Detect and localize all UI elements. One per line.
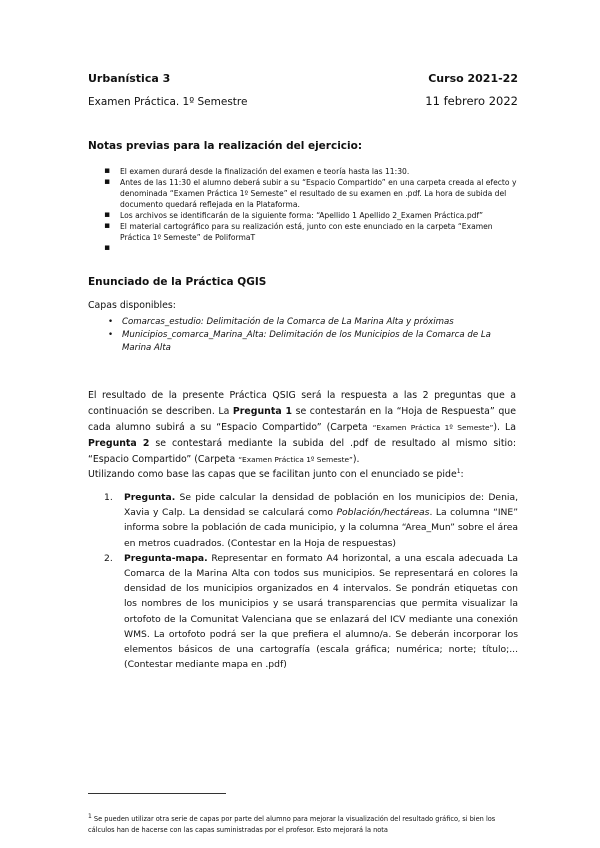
intro-text: ). bbox=[352, 454, 360, 465]
footnote-text: Se pueden utilizar otra serie de capas por parte del alumno para mejorar la visualización del resultado gráfico, si bien los cálculos han de hacerse con las capas suministradas por el profesor. Esto mejorará la nota bbox=[88, 815, 496, 835]
footnote-ref: 1 bbox=[456, 468, 461, 475]
intro-text: se contestará mediante la subida del .pdf de resultado al mismo sitio: “Espacio Compartido” (Carpeta bbox=[88, 438, 516, 465]
question-number: 2. bbox=[104, 552, 113, 564]
intro-text: ). La bbox=[493, 422, 516, 433]
course-year: Curso 2021-22 bbox=[428, 72, 518, 85]
questions-list bbox=[104, 490, 518, 672]
base-paragraph bbox=[88, 464, 516, 483]
question-unit: Población/hectáreas bbox=[336, 507, 430, 519]
list-item bbox=[108, 329, 520, 355]
intro-text: se contestarán en la “Hoja de Respuesta” que cada alumno subirá a su “Espacio Compartido” (Carpeta bbox=[88, 406, 517, 433]
list-item bbox=[108, 316, 520, 329]
folder-name: “Examen Práctica 1º Semeste” bbox=[238, 455, 353, 464]
question-text: . La columna “INE” informa sobre la población de cada municipio, y la columna “Area_Mun” sobre el área en metros cuadrados. (Contestar en la Hoja de respuestas) bbox=[124, 507, 518, 549]
exam-date: 11 febrero 2022 bbox=[425, 94, 518, 108]
layers-label: Capas disponibles: bbox=[88, 300, 176, 311]
question-ref: Pregunta 2 bbox=[88, 438, 150, 449]
list-item: ▪ Antes de las 11:30 el alumno deberá subir a su “Espacio Compartido” en una carpeta creada al efecto y denominada “Examen Práctica 1º Semeste” el resultado de su examen en .pdf. La hora de subida del documento quedará reflejada en la Plataforma. bbox=[104, 177, 524, 210]
layer-desc: Delimitación de la Comarca de La Marina Alta y próximas bbox=[203, 317, 454, 327]
course-title: Urbanística 3 bbox=[88, 72, 171, 85]
list-item: ▪ El material cartográfico para su realización está, junto con este enunciado en la carpeta “Examen Práctica 1º Semeste” de PoliformaT bbox=[104, 221, 524, 243]
base-text: Utilizando como base las capas que se facilitan junto con el enunciado se pide bbox=[88, 469, 457, 481]
notes-list bbox=[104, 166, 524, 254]
layer-desc: Delimitación de los Municipios de la Comarca de La Marina Alta bbox=[122, 330, 491, 353]
footnote bbox=[88, 811, 520, 836]
statement-title: Enunciado de la Práctica QGIS bbox=[88, 276, 267, 288]
layer-name: Comarcas_estudio: bbox=[122, 317, 204, 327]
intro-paragraph bbox=[88, 388, 516, 468]
question-item bbox=[104, 490, 518, 551]
layer-name: Municipios_comarca_Marina_Alta: bbox=[122, 330, 267, 340]
footnote-mark: 1 bbox=[88, 813, 92, 820]
list-item: ▪ Los archivos se identificarán de la siguiente forma: “Apellido 1 Apellido 2_Examen Práctica.pdf” bbox=[104, 210, 524, 221]
exam-title: Examen Práctica. 1º Semestre bbox=[88, 96, 248, 108]
intro-text: El resultado de la presente Práctica QSIG será la respuesta a las 2 preguntas que a continuación se describen. La bbox=[88, 390, 516, 417]
list-item: ▪ El examen durará desde la finalización del examen e teoría hasta las 11:30. bbox=[104, 166, 524, 177]
footnote-separator bbox=[88, 793, 226, 794]
question-number: 1. bbox=[104, 492, 113, 503]
question-title: Pregunta-mapa. bbox=[124, 552, 208, 564]
question-item bbox=[104, 551, 518, 673]
notes-title: Notas previas para la realización del ejercicio: bbox=[88, 140, 363, 152]
layers-list bbox=[108, 316, 520, 355]
base-text: : bbox=[460, 469, 464, 481]
question-text: Se pide calcular la densidad de población en los municipios de: Denia, Xavia y Calp. La densidad se calculará como bbox=[124, 492, 518, 519]
question-title: Pregunta. bbox=[124, 492, 176, 503]
question-ref: Pregunta 1 bbox=[232, 406, 293, 417]
question-text: Representar en formato A4 horizontal, a una escala adecuada La Comarca de la Marina Alta con todos sus municipios. Se representará en colores la densidad de los municipios organizados en 4 intervalos. Se pondrán etiquetas con los nombres de los municipios y se usará transparencias que permita visualizar la ortofoto de la Comunitat Valenciana que se enlazará del ICV mediante una conexión WMS. La ortofoto podrá ser la que prefiera el alumno/a. Se deberán incorporar los elementos básicos de una cartografía (escala gráfica; numérica; norte; título;...(Contestar mediante mapa en .pdf) bbox=[124, 552, 518, 671]
list-item bbox=[104, 243, 524, 254]
folder-name: “Examen Práctica 1º Semeste” bbox=[372, 423, 494, 432]
